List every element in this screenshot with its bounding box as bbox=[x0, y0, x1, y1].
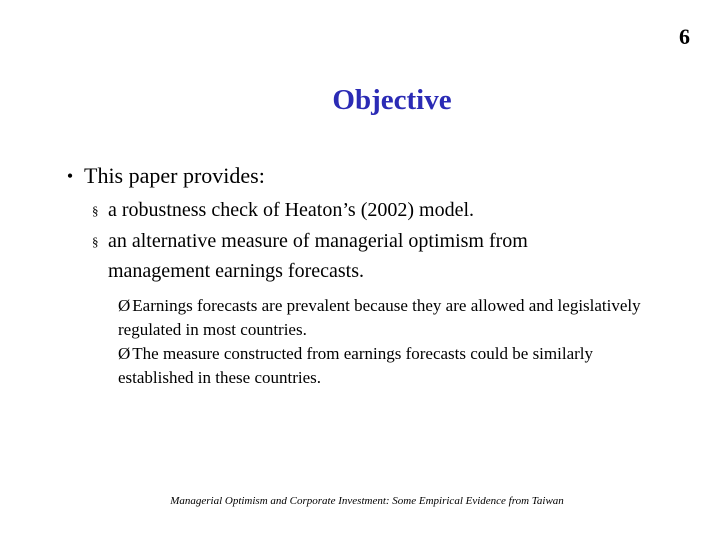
sub-bullet-text: an alternative measure of managerial optimism from management earnings forecasts. bbox=[108, 230, 528, 282]
sub-bullet bbox=[92, 226, 680, 286]
bullet-text: This paper provides: bbox=[84, 163, 265, 188]
slide-title: Objective bbox=[332, 84, 452, 116]
arrow-bullet-text: Earnings forecasts are prevalent because they are allowed and legislatively regulated in most countries. bbox=[118, 296, 641, 339]
arrow-bullet-text: The measure constructed from earnings forecasts could be similarly established in these countries. bbox=[118, 344, 594, 387]
arrow-bullet bbox=[118, 294, 658, 342]
sub-bullet bbox=[92, 195, 680, 226]
slide-content bbox=[60, 161, 680, 390]
bullet-dot-icon: • bbox=[66, 166, 74, 186]
sub-bullet-text: a robustness check of Heaton’s (2002) model. bbox=[108, 199, 475, 221]
arrow-marker-icon: Ø bbox=[118, 344, 131, 363]
arrow-bullet bbox=[118, 342, 658, 390]
slide-footer: Managerial Optimism and Corporate Investment: Some Empirical Evidence from Taiwan bbox=[170, 495, 564, 507]
bullet-level1 bbox=[60, 161, 680, 191]
section-marker-icon: § bbox=[92, 203, 99, 218]
arrow-marker-icon: Ø bbox=[118, 296, 131, 315]
section-marker-icon: § bbox=[92, 234, 99, 249]
slide-number: 6 bbox=[679, 24, 690, 49]
